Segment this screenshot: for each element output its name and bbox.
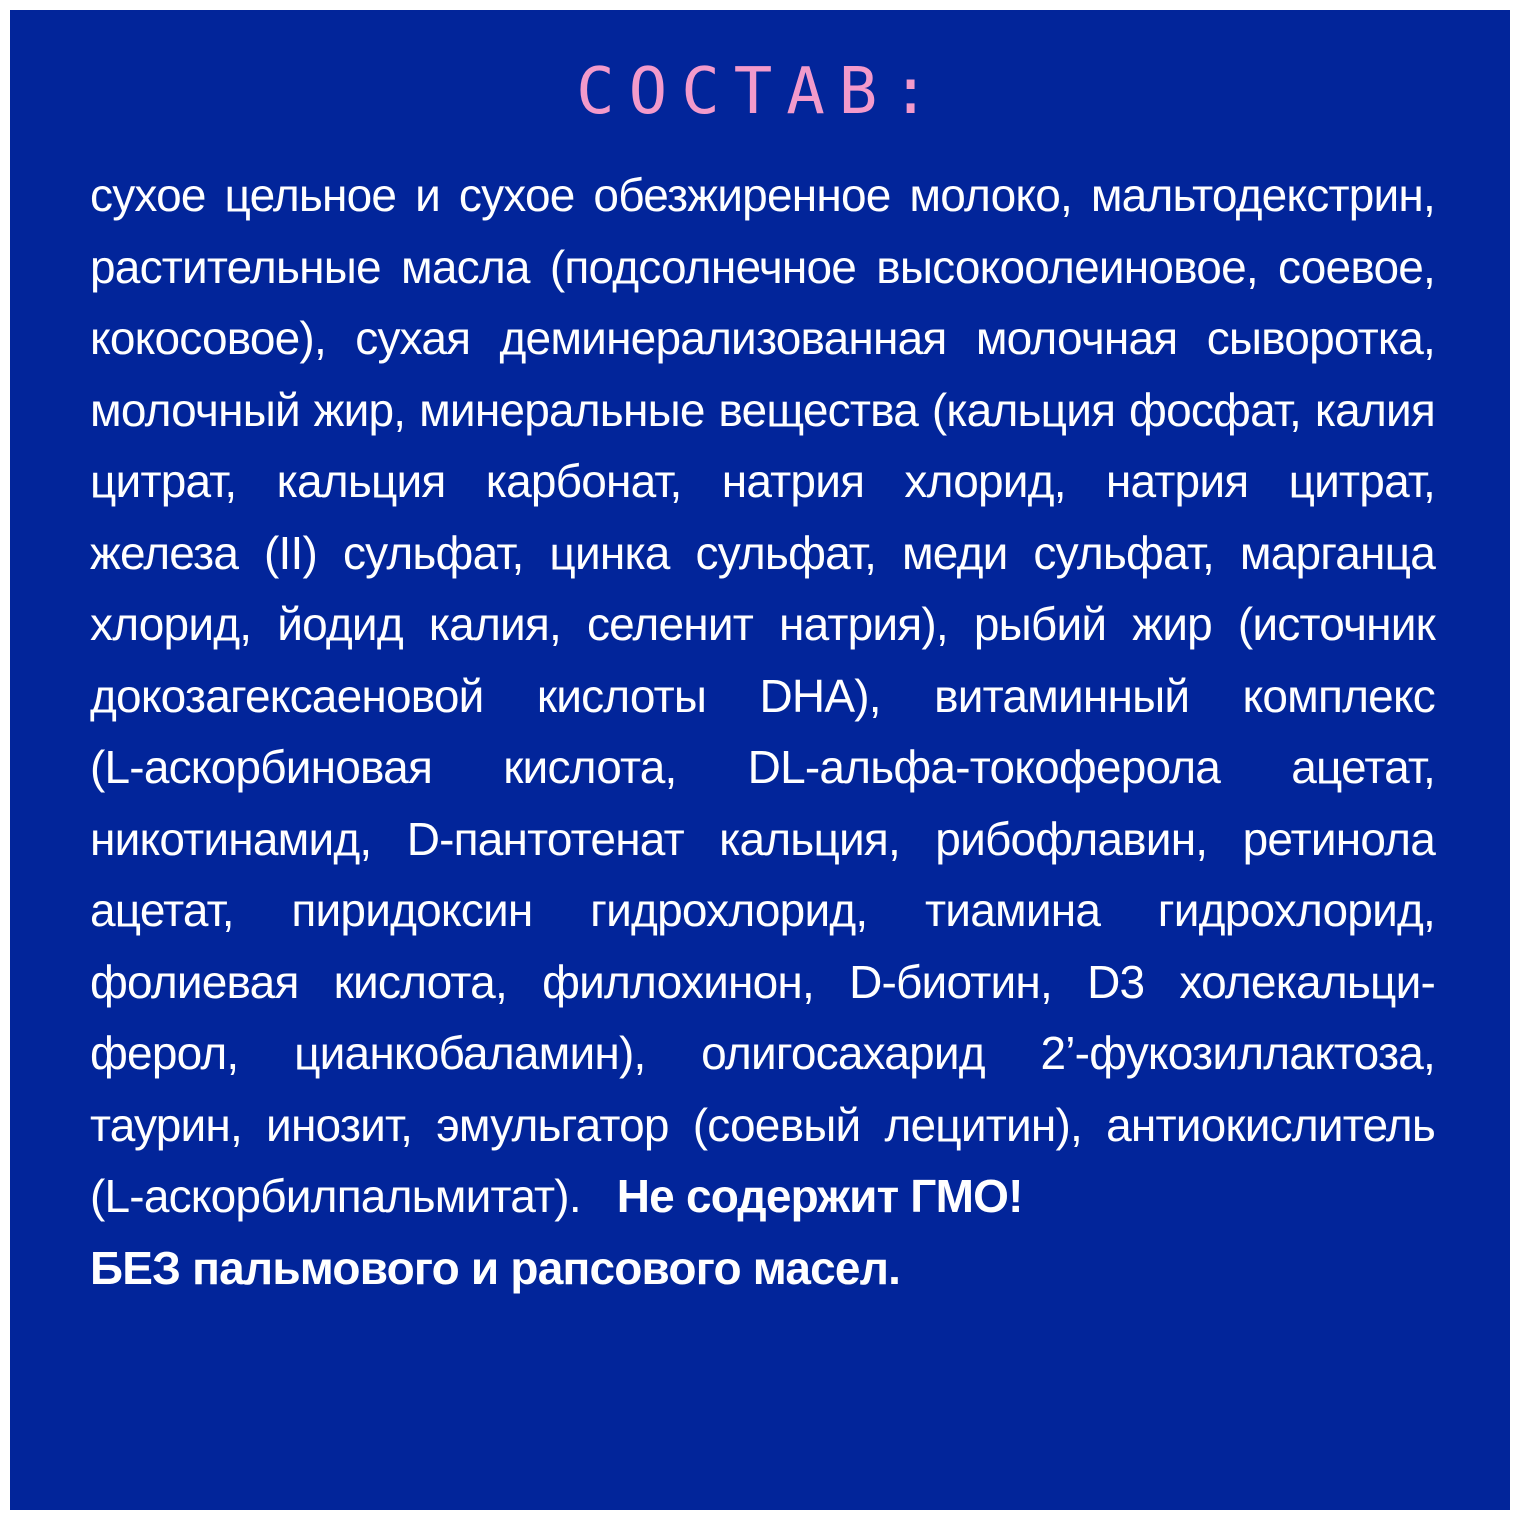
ingredients-line: цитрат, кальция карбонат, натрия хлорид, натрия цитрат,: [90, 455, 1435, 507]
ingredients-line: хлорид, йодид калия, селенит натрия), рыбий жир (источник: [90, 598, 1435, 650]
ingredients-line: докозагексаеновой кислоты DHA), витаминный комплекс: [90, 669, 1435, 722]
ingredients-line: растительные масла (подсолнечное высокоолеиновое, соевое,: [90, 240, 1435, 293]
ingredients-line: ацетат, пиридоксин гидрохлорид, тиамина гидрохлорид,: [90, 884, 1435, 936]
ingredients-line: ферол, цианкобаламин), олигосахарид 2’-фукозиллактоза,: [90, 1027, 1435, 1079]
no-palm-oil-notice: БЕЗ пальмового и рапсового масел.: [90, 1241, 901, 1294]
ingredients-line: кокосовое), сухая деминерализованная молочная сыворотка,: [90, 312, 1435, 364]
ingredients-line: фолиевая кислота, филлохинон, D-биотин, D3 холекальци-: [90, 955, 1435, 1008]
ingredients-panel: [10, 10, 1510, 1510]
ingredients-line: таурин, инозит, эмульгатор (соевый лецитин), антиокислитель: [90, 1098, 1435, 1151]
ingredients-line: молочный жир, минеральные вещества (кальция фосфат, калия: [90, 383, 1435, 436]
ingredients-line: железа (II) сульфат, цинка сульфат, меди сульфат, марганца: [90, 526, 1435, 579]
ingredients-line: никотинамид, D-пантотенат кальция, рибофлавин, ретинола: [90, 812, 1435, 865]
ingredients-line: (L-аскорбиновая кислота, DL-альфа-токоферола ацетат,: [90, 741, 1435, 793]
ingredients-text: [90, 160, 1435, 1304]
ingredients-last-line: [90, 1161, 1435, 1233]
ingredients-line-end: (L-аскорбилпальмитат).: [90, 1170, 581, 1222]
composition-title: СОСТАВ:: [576, 55, 944, 129]
no-gmo-notice: Не содержит ГМО!: [616, 1170, 1023, 1222]
ingredients-line: сухое цельное и сухое обезжиренное молоко, мальтодекстрин,: [90, 169, 1435, 221]
